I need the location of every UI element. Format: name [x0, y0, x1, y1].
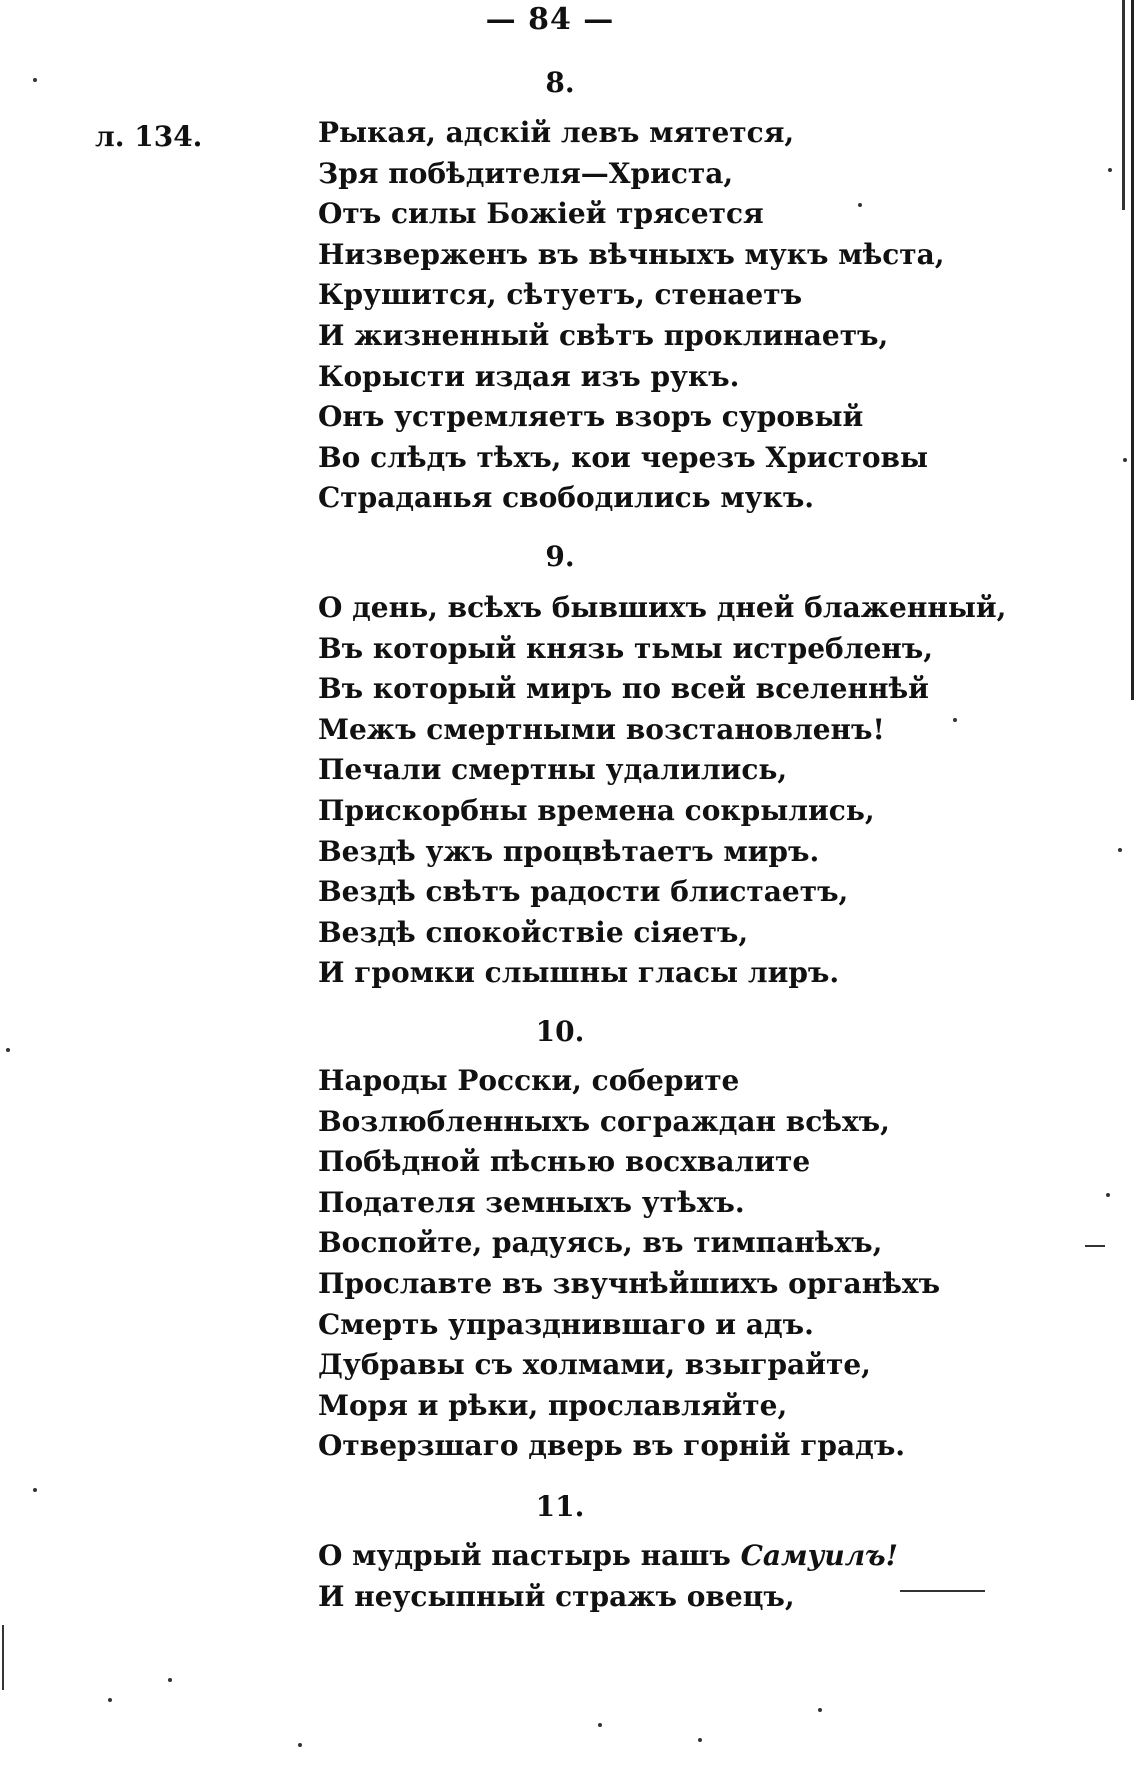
verse-line: Крушится, сѣтуетъ, стенаетъ	[318, 278, 803, 312]
stanza-number: 11.	[535, 1490, 585, 1523]
verse-line: Онъ устремляетъ взоръ суровый	[318, 400, 864, 434]
verse-line: Побѣдной пѣснью восхвалите	[318, 1145, 811, 1179]
stanza-number: 8.	[545, 66, 575, 99]
verse-line: О день, всѣхъ бывшихъ дней блаженный,	[318, 591, 1007, 624]
verse-line: Моря и рѣки, прославляйте,	[318, 1388, 788, 1422]
page-edge-rule	[1131, 0, 1134, 700]
verse-line: Прославте въ звучнѣйшихъ органѣхъ	[318, 1266, 941, 1300]
verse-line: И неусыпный стражъ овецъ,	[318, 1579, 795, 1613]
verse-line: Вездѣ спокойствіе сіяетъ,	[318, 915, 749, 949]
verse-line: Народы Росски, соберите	[318, 1064, 740, 1097]
verse-line: Зря побѣдителя—Христа,	[318, 156, 734, 190]
verse-line: Воспойте, радуясь, въ тимпанѣхъ,	[318, 1226, 883, 1260]
verse-line: Во слѣдъ тѣхъ, кои черезъ Христовы	[318, 440, 929, 474]
verse-line: Дубравы съ холмами, взыграйте,	[318, 1348, 871, 1382]
verse-line: Прискорбны времена сокрылись,	[318, 793, 875, 827]
stanza-number: 9.	[545, 540, 575, 573]
verse-line: Вездѣ свѣтъ радости блистаетъ,	[318, 875, 849, 909]
margin-note: л. 134.	[95, 120, 203, 153]
verse-line-text: О мудрый пастырь нашъ	[318, 1539, 741, 1572]
verse-line: Печали смертны удалились,	[318, 753, 788, 787]
verse-line: Низверженъ въ вѣчныхъ мукъ мѣста,	[318, 237, 945, 271]
stanza-8	[318, 113, 945, 519]
verse-line: Подателя земныхъ утѣхъ.	[318, 1185, 745, 1219]
stanza-9	[318, 588, 1007, 994]
verse-line: Рыкая, адскій левъ мятется,	[318, 116, 795, 149]
verse-line: Отъ силы Божіей трясется	[318, 197, 764, 231]
verse-line: И жизненный свѣтъ проклинаетъ,	[318, 318, 889, 352]
verse-line: Вездѣ ужъ процвѣтаетъ миръ.	[318, 834, 820, 868]
verse-line	[318, 1536, 918, 1577]
verse-line: Смерть упразднившаго и адъ.	[318, 1307, 814, 1341]
verse-line: Въ который князь тьмы истребленъ,	[318, 631, 934, 665]
stanza-10	[318, 1061, 941, 1467]
verse-line: Возлюбленныхъ сограждан всѣхъ,	[318, 1104, 890, 1138]
verse-line: Корысти издая изъ рукъ.	[318, 359, 740, 393]
verse-line: Въ который миръ по всей вселеннѣй	[318, 672, 929, 706]
stanza-number: 10.	[535, 1015, 585, 1048]
verse-line: Страданья свободились мукъ.	[318, 481, 815, 515]
stanza-11	[318, 1536, 918, 1617]
italic-name: Самуилъ!	[740, 1539, 898, 1572]
verse-line: И громки слышны гласы лиръ.	[318, 956, 840, 990]
verse-line: Межъ смертными возстановленъ!	[318, 712, 885, 746]
verse-line: Отверзшаго дверь въ горній градъ.	[318, 1429, 906, 1463]
page-number: — 84 —	[485, 2, 615, 37]
